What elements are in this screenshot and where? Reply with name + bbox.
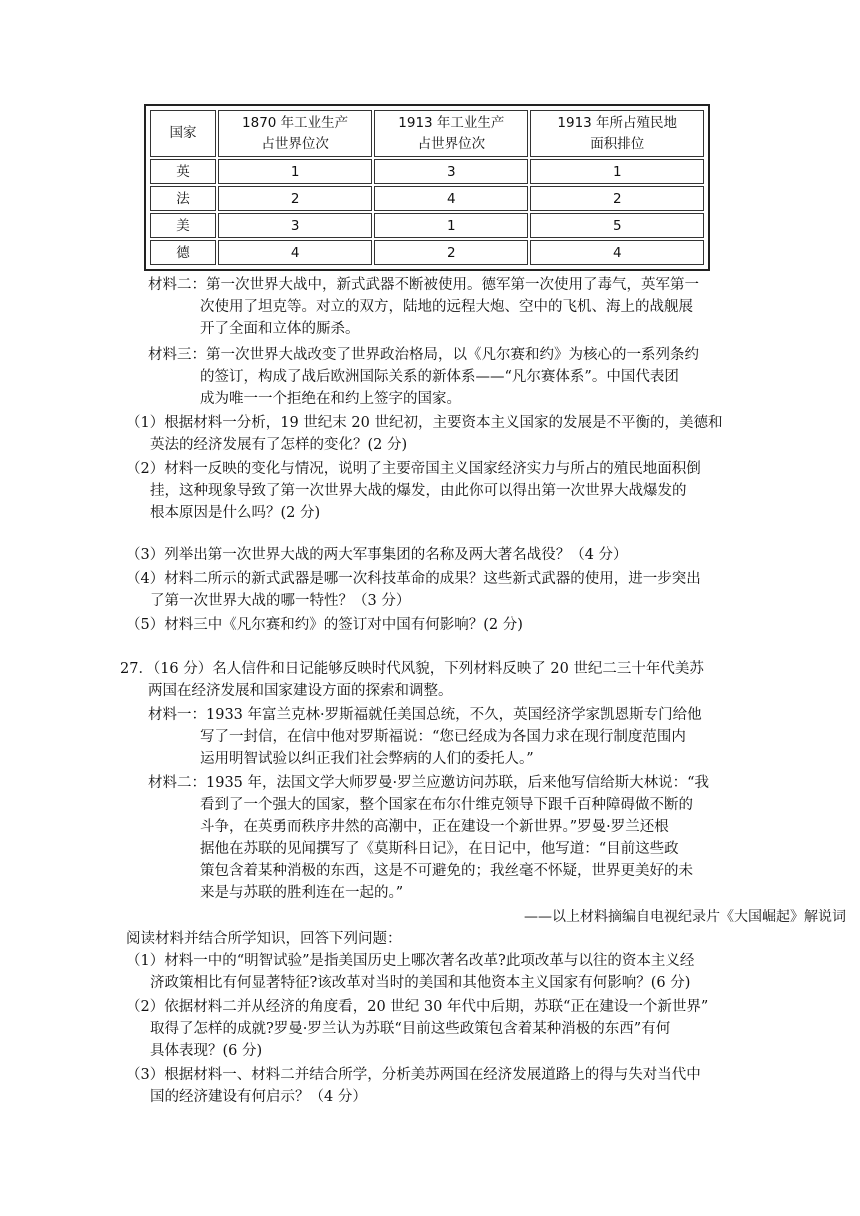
table-cell: 英 (150, 159, 216, 184)
table-row (150, 213, 704, 238)
table-header-cell: 1870 年工业生产 占世界位次 (218, 110, 372, 157)
question-27-3: （3）根据材料一、材料二并结合所学，分析美苏两国在经济发展道路上的得与失对当代中 国的经济建设有何启示？（4 分） (126, 1067, 701, 1105)
table-cell: 1 (530, 159, 704, 184)
material-label: 材料二： (148, 775, 206, 791)
question-27-2: （2）依据材料二并从经济的角度看，20 世纪 30 年代中后期，苏联“正在建设一个新世界” 取得了怎样的成就?罗曼·罗兰认为苏联“目前这些政策包含着某种消极的东西”有何 具体表现？(6 分) (126, 999, 709, 1059)
question-27-intro: 27．（16 分）名人信件和日记能够反映时代风貌，下列材料反映了 20 世纪二三十年代美苏 两国在经济发展和国家建设方面的探索和调整。 (120, 661, 704, 699)
q27-material-two: 材料二： 1935 年，法国文学大师罗曼·罗兰应邀访问苏联，后来他写信给斯大林说：“我 看到了一个强大的国家，整个国家在布尔什维克领导下跟千百种障碍做不断的 斗争，在英勇而秩序井然的高潮中，正在建设一个新世界。”罗曼·罗兰还根 据他在苏联的见闻撰写了《莫斯科日记》，在日记中，他写道：“目前这些政 策包含着某种消极的东西，这是不可避免的；我丝毫不怀疑，世界更美好的未 来是与苏联的胜利连在一起的。” (148, 772, 728, 904)
table-cell: 4 (530, 240, 704, 265)
question-26-2: （2）材料一反映的变化与情况，说明了主要帝国主义国家经济实力与所占的殖民地面积倒 挂，这种现象导致了第一次世界大战的爆发，由此你可以得出第一次世界大战爆发的 根本原因是什么吗？(2 分) (126, 461, 701, 521)
table-header-cell: 1913 年所占殖民地 面积排位 (530, 110, 704, 157)
table-cell: 2 (530, 186, 704, 211)
table-cell: 2 (374, 240, 528, 265)
table-cell: 3 (374, 159, 528, 184)
table-header-cell: 国家 (150, 110, 216, 157)
material-label: 材料二： (148, 277, 206, 293)
table-cell: 4 (374, 186, 528, 211)
material-label: 材料三： (148, 347, 206, 363)
question-26-1: （1）根据材料一分析，19 世纪末 20 世纪初，主要资本主义国家的发展是不平衡的，美德和 英法的经济发展有了怎样的变化？(2 分) (126, 415, 723, 453)
table-cell: 3 (218, 213, 372, 238)
table-row (150, 186, 704, 211)
table-cell: 1 (374, 213, 528, 238)
table-cell: 5 (530, 213, 704, 238)
material-two: 材料二： 第一次世界大战中，新式武器不断被使用。德军第一次使用了毒气，英军第一 次使用了坦克等。对立的双方，陆地的远程大炮、空中的飞机、海上的战舰展 开了全面和立体的厮杀。 (148, 274, 728, 340)
table-cell: 2 (218, 186, 372, 211)
q27-material-one: 材料一： 1933 年富兰克林·罗斯福就任美国总统，不久，英国经济学家凯恩斯专门给他 写了一封信，在信中他对罗斯福说：“您已经成为各国力求在现行制度范围内 运用明智试验以纠正我们社会弊病的人们的委托人。” (148, 704, 728, 770)
table-header-row (150, 110, 704, 157)
table-header-cell: 1913 年工业生产 占世界位次 (374, 110, 528, 157)
question-26-5: （5）材料三中《凡尔赛和约》的签订对中国有何影响？(2 分) (126, 617, 523, 633)
table-row (150, 240, 704, 265)
material-three: 材料三： 第一次世界大战改变了世界政治格局，以《凡尔赛和约》为核心的一系列条约 的签订，构成了战后欧洲国际关系的新体系——“凡尔赛体系”。中国代表团 成为唯一一个拒绝在和约上签字的国家。 (148, 344, 728, 410)
table-cell: 4 (218, 240, 372, 265)
question-26-3: （3）列举出第一次世界大战的两大军事集团的名称及两大著名战役？（4 分） (126, 547, 628, 563)
material-label: 材料一： (148, 707, 206, 723)
question-26-4: （4）材料二所示的新式武器是哪一次科技革命的成果？这些新式武器的使用，进一步突出 了第一次世界大战的哪一特性？（3 分） (126, 571, 701, 609)
industry-ranking-table (144, 104, 710, 271)
table-cell: 美 (150, 213, 216, 238)
table-cell: 1 (218, 159, 372, 184)
table-cell: 德 (150, 240, 216, 265)
material-source: ——以上材料摘编自电视纪录片《大国崛起》解说词 (524, 909, 846, 925)
question-27-1: （1）材料一中的“明智试验”是指美国历史上哪次著名改革?此项改革与以往的资本主义经 济政策相比有何显著特征?该改革对当时的美国和其他资本主义国家有何影响？(6 分) (126, 953, 695, 991)
table-row (150, 159, 704, 184)
read-instruction: 阅读材料并结合所学知识，回答下列问题： (126, 931, 402, 947)
table-cell: 法 (150, 186, 216, 211)
